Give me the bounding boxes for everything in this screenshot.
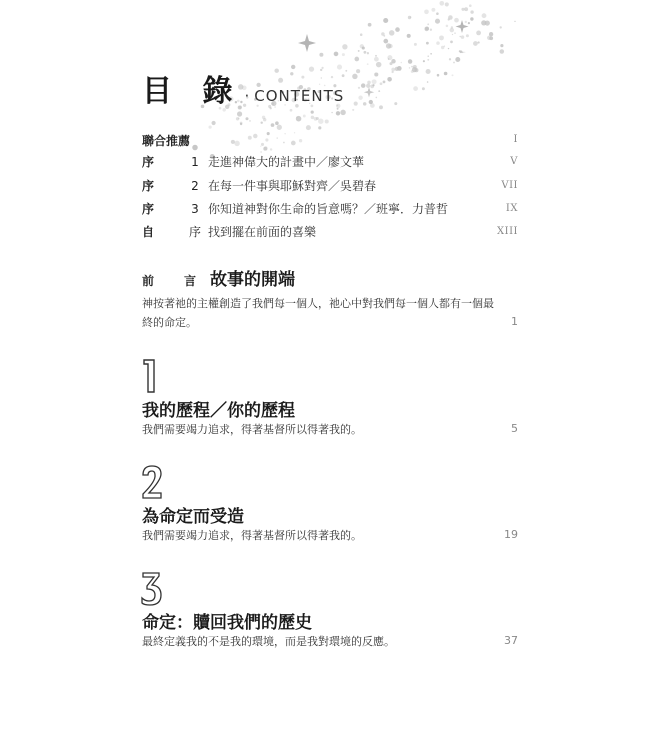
foreword-page: 1 [511, 315, 518, 328]
star-dot [234, 141, 239, 146]
star-dot [379, 105, 383, 109]
chapter-description: 我們需要竭力追求，得著基督所以得著我的。 [142, 423, 362, 436]
star-dot [376, 62, 382, 68]
star-dot [284, 133, 285, 134]
star-dot [395, 67, 399, 71]
foreword-label-b: 言 [184, 274, 197, 288]
star-dot [319, 53, 323, 57]
recommendations-label: 聯合推薦 [142, 134, 191, 148]
star-dot [489, 36, 493, 40]
star-dot [336, 111, 340, 115]
preface-page: XIII [497, 226, 518, 237]
star-dot [448, 48, 449, 49]
star-dot [283, 142, 285, 144]
star-dot [372, 79, 377, 84]
star-dot [383, 80, 386, 83]
star-dot [391, 68, 395, 72]
star-dot [453, 62, 455, 64]
star-dot [331, 112, 333, 114]
foreword-label-a: 前 [142, 274, 155, 288]
star-dot [428, 56, 429, 57]
star-dot [394, 102, 397, 105]
star-dot [374, 57, 379, 62]
star-dot [444, 72, 448, 76]
star-dot [409, 67, 411, 69]
star-dot [249, 120, 251, 122]
star-dot [277, 137, 278, 138]
recommendations-page: I [513, 134, 518, 145]
star-dot [408, 59, 412, 63]
foreword-description: 神按著祂的主權創造了我們每一個人，祂心中對我們每一個人都有一個最終的命定。 [142, 297, 494, 329]
star-dot [448, 15, 453, 20]
star-dot [461, 35, 465, 39]
star-dot [426, 69, 431, 74]
chapter-title: 為命定而受造 [142, 507, 244, 527]
star-dot [411, 66, 413, 68]
star-dot [245, 117, 248, 120]
star-dot [192, 145, 198, 151]
star-dot [316, 117, 319, 120]
star-dot [500, 44, 503, 47]
star-dot [454, 18, 459, 23]
chapter-number-3-glyph [138, 569, 168, 609]
star-dot [407, 34, 411, 38]
chapter-number-1-glyph [138, 356, 168, 396]
star-dot [368, 23, 372, 27]
star-dot [426, 42, 429, 45]
star-dot [422, 87, 425, 90]
star-dot [461, 8, 464, 11]
star-dot [460, 50, 463, 53]
star-dot [408, 16, 411, 19]
star-dot [366, 84, 370, 88]
star-dot [464, 7, 468, 11]
star-dot [299, 139, 302, 142]
star-dot [275, 121, 279, 125]
star-dot [367, 52, 369, 54]
star-dot [342, 44, 347, 49]
star-dot [430, 29, 432, 31]
star-dot [459, 36, 460, 37]
star-dot [208, 125, 211, 128]
preface-kind: 自 [142, 225, 155, 239]
star-dot [212, 121, 216, 125]
star-dot [345, 70, 347, 72]
chapter-description: 最終定義我的不是我的環境，而是我對環境的反應。 [142, 635, 395, 648]
star-dot [391, 71, 393, 73]
star-dot [277, 125, 282, 130]
star-dot [342, 53, 345, 56]
star-dot [388, 44, 392, 48]
star-dot [236, 117, 239, 120]
star-dot [387, 77, 392, 82]
preface-page: VII [501, 180, 518, 191]
preface-num: 3 [191, 201, 199, 216]
star-dot [470, 10, 473, 13]
star-dot [263, 118, 266, 121]
star-dot [439, 35, 444, 40]
star-dot [360, 44, 364, 48]
star-dot [481, 20, 486, 25]
star-dot [261, 143, 264, 146]
star-dot [439, 1, 444, 6]
star-dot [427, 59, 429, 61]
star-dot [372, 84, 374, 86]
star-dot [389, 30, 395, 36]
chapter-page: 37 [504, 634, 518, 647]
preface-text: 找到擺在前面的喜樂 [208, 225, 317, 239]
chapter-description: 我們需要竭力追求，得著基督所以得著我的。 [142, 529, 362, 542]
star-dot [318, 118, 323, 123]
star-dot [354, 102, 358, 106]
star-dot [455, 57, 460, 62]
star-dot [395, 27, 400, 32]
star-dot [356, 69, 360, 73]
toc-title-english [244, 87, 344, 105]
toc-title-chinese: 目 錄 [142, 74, 243, 109]
star-dot [358, 96, 362, 100]
star-dot [477, 41, 479, 43]
star-dot [240, 123, 242, 125]
star-dot [376, 97, 378, 99]
star-dot [437, 74, 440, 77]
star-dot [260, 146, 261, 147]
preface-text: 在每一件事與耶穌對齊／吳碧春 [208, 179, 377, 193]
star-dot [466, 34, 469, 37]
star-dot [294, 132, 295, 133]
star-dot [271, 123, 275, 127]
star-dot [354, 57, 359, 62]
star-dot [378, 90, 380, 92]
star-dot [375, 55, 377, 57]
sparkle-icon [364, 87, 374, 97]
chapter-title: 命定：贖回我們的歷史 [142, 613, 312, 633]
foreword-title: 故事的開端 [210, 270, 295, 290]
star-dot [311, 116, 314, 119]
preface-row [142, 177, 376, 194]
star-dot [360, 33, 363, 36]
toc-title [142, 66, 344, 110]
star-dot [388, 58, 390, 60]
star-dot [514, 21, 515, 22]
preface-num: 2 [191, 178, 199, 193]
star-dot [358, 50, 360, 52]
star-dot [270, 148, 272, 150]
preface-num: 1 [191, 154, 199, 169]
star-dot [446, 25, 449, 28]
star-dot [450, 41, 453, 44]
chapter-page: 19 [504, 528, 518, 541]
preface-text: 你知道神對你生命的旨意嗎？／班寧．力普哲 [208, 202, 449, 216]
star-dot [436, 12, 439, 15]
star-dot [291, 141, 296, 146]
star-dot [334, 52, 339, 57]
star-dot [431, 8, 435, 12]
preface-page: V [510, 156, 518, 167]
star-dot [452, 34, 453, 35]
foreword-heading [142, 265, 295, 290]
star-dot [358, 87, 360, 89]
star-dot [231, 140, 235, 144]
star-dot [370, 103, 375, 108]
star-dot [413, 86, 418, 91]
star-dot [489, 32, 493, 36]
star-dot [363, 51, 366, 54]
star-dot [427, 23, 429, 25]
star-dot [435, 19, 440, 24]
preface-row [142, 223, 316, 240]
star-dot [263, 147, 267, 151]
preface-page: IX [505, 203, 518, 214]
star-dot [452, 74, 454, 76]
star-dot [260, 121, 262, 123]
title-english-text: CONTENTS [254, 87, 345, 105]
star-dot [391, 59, 396, 64]
star-dot [253, 134, 257, 138]
star-dot [436, 41, 440, 45]
star-dot [427, 81, 429, 83]
star-dot [248, 136, 252, 140]
preface-kind: 序 [142, 179, 155, 193]
star-dot [374, 72, 378, 76]
chapter-title: 我的歷程／你的歷程 [142, 401, 295, 421]
preface-kind: 序 [142, 155, 155, 169]
chapter-page: 5 [511, 422, 518, 435]
star-dot [482, 13, 487, 18]
star-dot [445, 2, 449, 6]
star-dot [383, 39, 388, 44]
star-dot [465, 21, 467, 23]
star-dot [454, 32, 456, 34]
star-dot [380, 82, 383, 85]
star-dot [325, 119, 329, 123]
star-dot [476, 30, 481, 35]
preface-row [142, 200, 448, 217]
star-dot [473, 41, 478, 46]
star-dot [296, 116, 302, 122]
star-dot [468, 22, 470, 24]
star-dot [500, 49, 505, 54]
star-dot [265, 138, 268, 141]
star-dot [464, 52, 465, 53]
star-dot [441, 46, 444, 49]
star-dot [303, 115, 306, 118]
star-dot [352, 109, 354, 111]
preface-text: 走進神偉大的計畫中／廖文華 [208, 155, 365, 169]
chapter-number-2-glyph [138, 463, 168, 503]
star-dot [414, 43, 417, 46]
star-dot [423, 60, 425, 62]
star-dot [383, 35, 385, 37]
star-dot [413, 65, 417, 69]
preface-row [142, 153, 364, 170]
sparkle-icon [298, 34, 316, 52]
star-dot [424, 9, 429, 14]
star-dot [383, 18, 388, 23]
star-dot [470, 17, 473, 20]
star-dot [401, 62, 403, 64]
star-dot [237, 111, 242, 116]
star-dot [500, 26, 502, 28]
star-dot [340, 110, 345, 115]
star-dot [469, 4, 472, 7]
star-dot [311, 111, 314, 114]
star-dot [352, 74, 357, 79]
title-separator: · [244, 87, 251, 105]
star-dot [363, 102, 367, 106]
preface-num: 序 [188, 225, 201, 239]
preface-kind: 序 [142, 202, 155, 216]
star-dot [424, 27, 429, 32]
star-dot [450, 28, 454, 32]
star-dot [267, 132, 270, 135]
star-dot [367, 63, 369, 65]
star-dot [449, 58, 451, 60]
star-dot [430, 53, 432, 55]
star-dot [361, 83, 366, 88]
star-dot [306, 125, 311, 130]
star-dot [318, 126, 321, 129]
